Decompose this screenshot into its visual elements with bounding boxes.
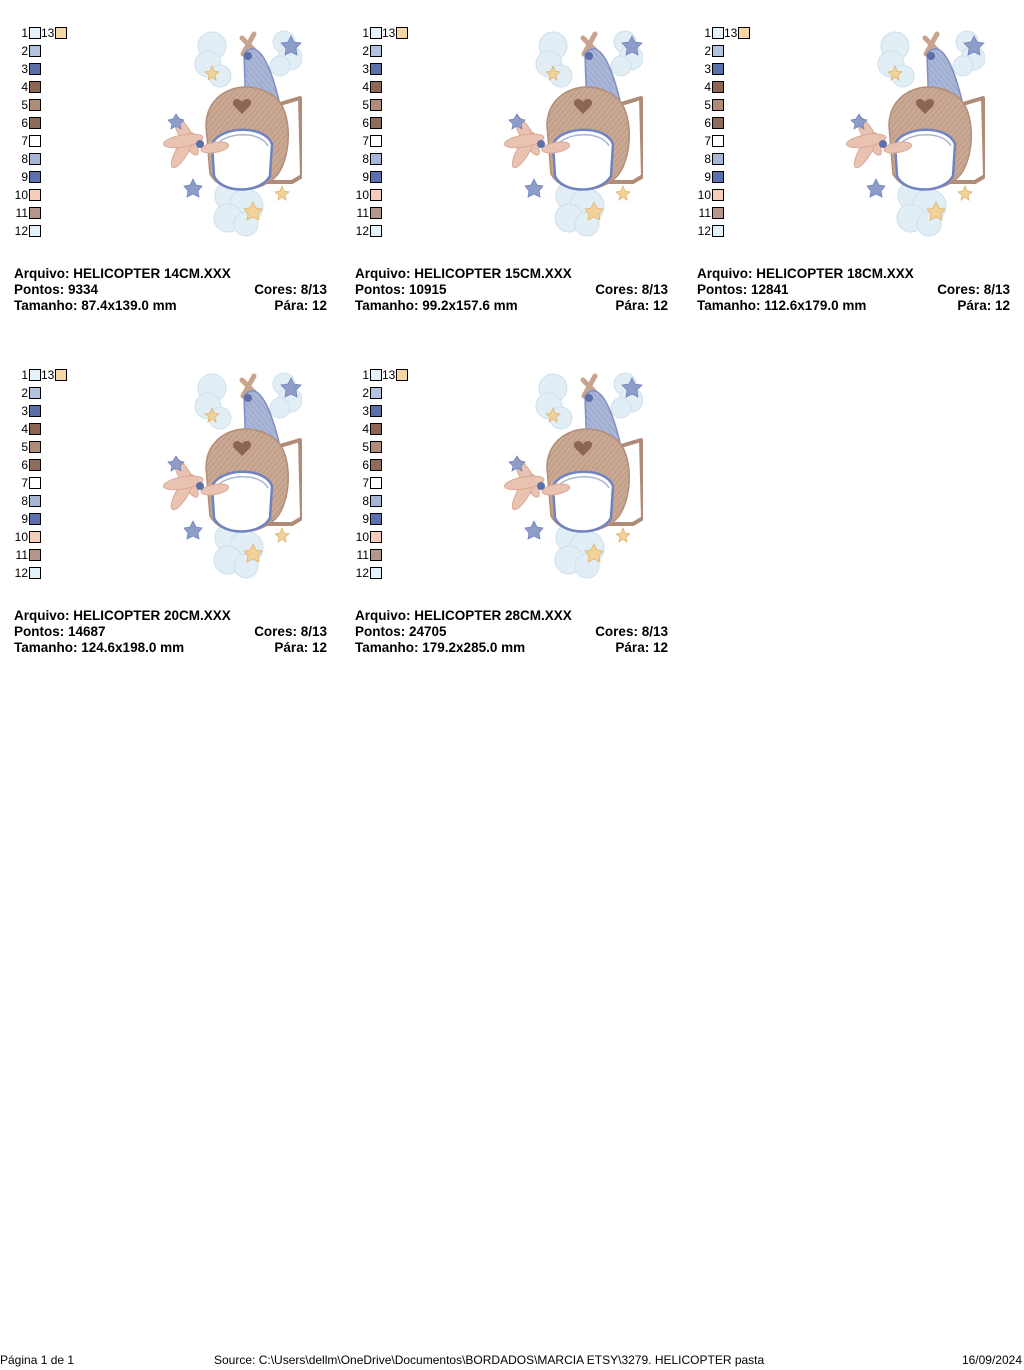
color-swatch [712, 225, 724, 237]
color-swatch-row [355, 44, 382, 58]
size-label: Tamanho: [355, 640, 419, 655]
color-swatch-row [14, 566, 41, 580]
color-swatch-row [355, 494, 382, 508]
color-swatch [29, 513, 41, 525]
color-swatch-row-extra [28, 26, 67, 40]
size-line [355, 298, 518, 314]
color-swatch-row [14, 422, 41, 436]
color-number: 11 [356, 548, 369, 562]
page-number: Página 1 de 1 [0, 1353, 75, 1367]
color-swatch-row [14, 494, 41, 508]
color-swatch [712, 135, 724, 147]
color-swatch [370, 405, 382, 417]
stops-line [274, 298, 327, 314]
helicopter-embroidery-image [142, 26, 302, 246]
helicopter-embroidery-image [483, 26, 643, 246]
color-swatch-row [14, 98, 41, 112]
color-swatch-row [355, 566, 382, 580]
color-number: 10 [14, 530, 28, 544]
color-number: 8 [704, 152, 711, 166]
helicopter-embroidery-image [483, 368, 643, 588]
stitches-value: 9334 [68, 282, 99, 297]
colors-line [595, 624, 668, 640]
color-swatch [712, 81, 724, 93]
color-number: 5 [362, 440, 369, 454]
color-swatch-row [697, 44, 724, 58]
color-swatch-row [355, 548, 382, 562]
color-swatch [370, 117, 382, 129]
color-swatch-row [355, 458, 382, 472]
size-line [697, 298, 866, 314]
color-swatch [29, 171, 41, 183]
color-number: 8 [21, 152, 28, 166]
color-number: 3 [21, 62, 28, 76]
design-card-3 [697, 26, 1017, 326]
color-swatch [370, 423, 382, 435]
color-swatch-row [355, 116, 382, 130]
file-line [14, 266, 231, 282]
color-swatch [370, 207, 382, 219]
color-swatch [29, 117, 41, 129]
design-info [14, 608, 327, 656]
color-swatch [29, 27, 41, 39]
color-number: 3 [362, 62, 369, 76]
color-swatch [29, 423, 41, 435]
design-card-4 [14, 368, 334, 668]
color-swatch-row [355, 404, 382, 418]
color-swatch-row [355, 422, 382, 436]
color-swatch-row [14, 44, 41, 58]
color-swatch-row [355, 62, 382, 76]
colors-label: Cores: [254, 624, 297, 639]
color-number: 3 [704, 62, 711, 76]
color-swatch [712, 27, 724, 39]
color-swatch [29, 63, 41, 75]
color-number: 11 [15, 548, 28, 562]
source-path: Source: C:\Users\dellm\OneDrive\Documentos\BORDADOS\MARCIA ETSY\3279. HELICOPTER pasta [214, 1353, 765, 1367]
color-swatch [396, 27, 408, 39]
color-swatch-row [14, 206, 41, 220]
color-number: 1 [21, 26, 28, 40]
stitches-value: 12841 [751, 282, 789, 297]
color-swatch [370, 189, 382, 201]
colors-line [254, 624, 327, 640]
color-swatch-row [14, 440, 41, 454]
color-number: 5 [21, 440, 28, 454]
size-line [14, 298, 177, 314]
size-line [355, 640, 525, 656]
file-name: HELICOPTER 28CM.XXX [414, 608, 572, 623]
color-swatch-row [14, 116, 41, 130]
color-swatch [712, 63, 724, 75]
size-label: Tamanho: [355, 298, 419, 313]
color-swatch-row [355, 80, 382, 94]
color-number: 5 [704, 98, 711, 112]
color-swatch [29, 495, 41, 507]
color-swatch [370, 567, 382, 579]
stitches-value: 14687 [68, 624, 106, 639]
color-swatch [370, 45, 382, 57]
color-number: 7 [362, 476, 369, 490]
helicopter-embroidery-image [825, 26, 985, 246]
color-number: 1 [21, 368, 28, 382]
stitches-label: Pontos: [355, 624, 406, 639]
color-number: 6 [21, 116, 28, 130]
color-swatch-row [697, 152, 724, 166]
color-swatch [370, 495, 382, 507]
color-swatch-row [14, 152, 41, 166]
color-swatch-row [697, 206, 724, 220]
color-number: 1 [704, 26, 711, 40]
size-label: Tamanho: [697, 298, 761, 313]
color-swatch [29, 225, 41, 237]
color-swatch-row [355, 440, 382, 454]
color-number: 11 [356, 206, 369, 220]
color-number: 12 [355, 224, 369, 238]
color-number: 2 [21, 44, 28, 58]
color-swatch [370, 81, 382, 93]
color-swatch-row [355, 386, 382, 400]
color-number: 6 [362, 458, 369, 472]
color-number: 9 [362, 512, 369, 526]
design-info [355, 608, 668, 656]
colors-value: 8/13 [300, 624, 327, 639]
color-number: 13 [724, 26, 738, 40]
color-swatch-row [14, 386, 41, 400]
color-swatch-row [355, 170, 382, 184]
color-number: 13 [382, 368, 396, 382]
file-name: HELICOPTER 18CM.XXX [756, 266, 914, 281]
file-line [355, 266, 572, 282]
color-swatch-row [14, 80, 41, 94]
color-swatch-row [355, 530, 382, 544]
color-swatch [29, 477, 41, 489]
color-swatch-row [14, 530, 41, 544]
color-number: 1 [362, 26, 369, 40]
size-label: Tamanho: [14, 298, 78, 313]
color-swatch-row [355, 224, 382, 238]
colors-value: 8/13 [300, 282, 327, 297]
design-card-2 [355, 26, 675, 326]
color-swatch-row [697, 98, 724, 112]
color-swatch [55, 369, 67, 381]
stitches-label: Pontos: [355, 282, 406, 297]
stops-line [615, 298, 668, 314]
stops-line [615, 640, 668, 656]
color-swatch [370, 171, 382, 183]
color-swatch [29, 459, 41, 471]
colors-label: Cores: [254, 282, 297, 297]
color-number: 6 [704, 116, 711, 130]
color-swatch-row [14, 458, 41, 472]
color-number: 6 [21, 458, 28, 472]
colors-value: 8/13 [641, 282, 668, 297]
color-swatch-row [14, 224, 41, 238]
color-swatch [29, 189, 41, 201]
stops-value: 12 [311, 640, 327, 655]
size-line [14, 640, 184, 656]
stitches-label: Pontos: [697, 282, 748, 297]
color-swatch-row [355, 134, 382, 148]
color-swatch [370, 27, 382, 39]
stops-value: 12 [311, 298, 327, 313]
color-number: 9 [21, 170, 28, 184]
color-number: 13 [41, 368, 55, 382]
color-swatch-row [355, 512, 382, 526]
stops-value: 12 [652, 298, 668, 313]
color-number: 10 [14, 188, 28, 202]
color-number: 4 [704, 80, 711, 94]
color-number: 11 [698, 206, 711, 220]
color-swatch [29, 369, 41, 381]
color-number: 1 [362, 368, 369, 382]
size-value: 99.2x157.6 mm [422, 298, 518, 313]
design-card-1 [14, 26, 334, 326]
color-swatch [738, 27, 750, 39]
color-swatch [29, 135, 41, 147]
color-number: 12 [14, 566, 28, 580]
design-info [697, 266, 1010, 314]
color-number: 8 [362, 152, 369, 166]
color-swatch-row [355, 152, 382, 166]
color-swatch [29, 153, 41, 165]
color-swatch-row [355, 188, 382, 202]
color-number: 11 [15, 206, 28, 220]
stitches-value: 10915 [409, 282, 447, 297]
color-number: 13 [41, 26, 55, 40]
color-number: 10 [697, 188, 711, 202]
color-swatch [370, 153, 382, 165]
colors-label: Cores: [937, 282, 980, 297]
color-number: 9 [21, 512, 28, 526]
color-number: 12 [14, 224, 28, 238]
size-value: 87.4x139.0 mm [81, 298, 177, 313]
color-swatch-row [14, 404, 41, 418]
color-swatch-row [355, 206, 382, 220]
colors-line [937, 282, 1010, 298]
color-swatch [712, 45, 724, 57]
colors-line [595, 282, 668, 298]
size-label: Tamanho: [14, 640, 78, 655]
color-number: 7 [21, 476, 28, 490]
color-swatch [370, 513, 382, 525]
color-swatch [370, 63, 382, 75]
color-swatch [29, 441, 41, 453]
file-label: Arquivo: [14, 266, 70, 281]
color-swatch-row [14, 170, 41, 184]
size-value: 124.6x198.0 mm [81, 640, 185, 655]
stitches-line [14, 624, 106, 640]
color-swatch [55, 27, 67, 39]
color-swatch-row [14, 134, 41, 148]
color-swatch-row [697, 224, 724, 238]
file-label: Arquivo: [14, 608, 70, 623]
file-label: Arquivo: [355, 608, 411, 623]
file-label: Arquivo: [355, 266, 411, 281]
colors-label: Cores: [595, 624, 638, 639]
design-card-5 [355, 368, 675, 668]
color-swatch-row [14, 62, 41, 76]
stops-line [274, 640, 327, 656]
color-swatch-row [697, 80, 724, 94]
stops-label: Pára: [957, 298, 992, 313]
color-number: 8 [362, 494, 369, 508]
stops-label: Pára: [274, 640, 309, 655]
colors-value: 8/13 [983, 282, 1010, 297]
color-swatch [712, 153, 724, 165]
color-swatch [29, 99, 41, 111]
color-number: 12 [355, 566, 369, 580]
file-line [697, 266, 914, 282]
color-swatch [396, 369, 408, 381]
color-swatch-row [14, 548, 41, 562]
color-swatch-row-extra [369, 368, 408, 382]
colors-value: 8/13 [641, 624, 668, 639]
file-line [355, 608, 572, 624]
color-number: 12 [697, 224, 711, 238]
design-info [14, 266, 327, 314]
color-swatch [370, 369, 382, 381]
color-number: 6 [362, 116, 369, 130]
stops-label: Pára: [615, 298, 650, 313]
stitches-line [355, 624, 447, 640]
helicopter-embroidery-image [142, 368, 302, 588]
stitches-label: Pontos: [14, 624, 65, 639]
color-number: 9 [704, 170, 711, 184]
color-number: 2 [21, 386, 28, 400]
color-number: 2 [362, 386, 369, 400]
color-number: 4 [362, 80, 369, 94]
stops-label: Pára: [274, 298, 309, 313]
color-swatch [29, 405, 41, 417]
color-swatch-row [697, 134, 724, 148]
color-number: 4 [21, 80, 28, 94]
color-number: 4 [21, 422, 28, 436]
size-value: 179.2x285.0 mm [422, 640, 526, 655]
file-line [14, 608, 231, 624]
stitches-line [355, 282, 447, 298]
colors-line [254, 282, 327, 298]
color-swatch [370, 477, 382, 489]
color-swatch-row [355, 476, 382, 490]
color-number: 9 [362, 170, 369, 184]
color-number: 13 [382, 26, 396, 40]
color-swatch [370, 135, 382, 147]
stops-label: Pára: [615, 640, 650, 655]
color-swatch-row-extra [711, 26, 750, 40]
color-swatch [29, 81, 41, 93]
color-swatch-row-extra [369, 26, 408, 40]
color-swatch [370, 387, 382, 399]
stitches-label: Pontos: [14, 282, 65, 297]
color-swatch-row [14, 512, 41, 526]
color-number: 4 [362, 422, 369, 436]
color-swatch-row [697, 116, 724, 130]
color-number: 3 [21, 404, 28, 418]
color-swatch [29, 549, 41, 561]
stitches-line [14, 282, 98, 298]
color-swatch [370, 225, 382, 237]
color-swatch-row [697, 188, 724, 202]
color-number: 10 [355, 530, 369, 544]
color-number: 3 [362, 404, 369, 418]
color-swatch-row [697, 170, 724, 184]
color-number: 7 [362, 134, 369, 148]
color-swatch-row [14, 188, 41, 202]
color-swatch [370, 531, 382, 543]
color-swatch [712, 117, 724, 129]
color-number: 8 [21, 494, 28, 508]
color-swatch-row-extra [28, 368, 67, 382]
color-swatch [29, 531, 41, 543]
file-name: HELICOPTER 15CM.XXX [414, 266, 572, 281]
file-label: Arquivo: [697, 266, 753, 281]
color-swatch-row [14, 476, 41, 490]
print-date: 16/09/2024 [961, 1353, 1022, 1367]
color-swatch [29, 387, 41, 399]
stops-value: 12 [994, 298, 1010, 313]
color-number: 5 [362, 98, 369, 112]
color-number: 5 [21, 98, 28, 112]
color-number: 2 [704, 44, 711, 58]
color-swatch [29, 45, 41, 57]
color-number: 7 [704, 134, 711, 148]
color-swatch-row [355, 98, 382, 112]
color-swatch [712, 189, 724, 201]
design-info [355, 266, 668, 314]
stops-value: 12 [652, 640, 668, 655]
stitches-line [697, 282, 789, 298]
color-swatch [712, 207, 724, 219]
color-swatch [370, 441, 382, 453]
size-value: 112.6x179.0 mm [764, 298, 867, 313]
stops-line [957, 298, 1010, 314]
color-swatch-row [697, 62, 724, 76]
color-swatch [712, 99, 724, 111]
color-swatch [370, 549, 382, 561]
color-number: 2 [362, 44, 369, 58]
color-swatch [29, 207, 41, 219]
stitches-value: 24705 [409, 624, 447, 639]
color-swatch [712, 171, 724, 183]
color-swatch [370, 99, 382, 111]
color-swatch [29, 567, 41, 579]
color-swatch [370, 459, 382, 471]
colors-label: Cores: [595, 282, 638, 297]
file-name: HELICOPTER 14CM.XXX [73, 266, 231, 281]
file-name: HELICOPTER 20CM.XXX [73, 608, 231, 623]
color-number: 7 [21, 134, 28, 148]
color-number: 10 [355, 188, 369, 202]
